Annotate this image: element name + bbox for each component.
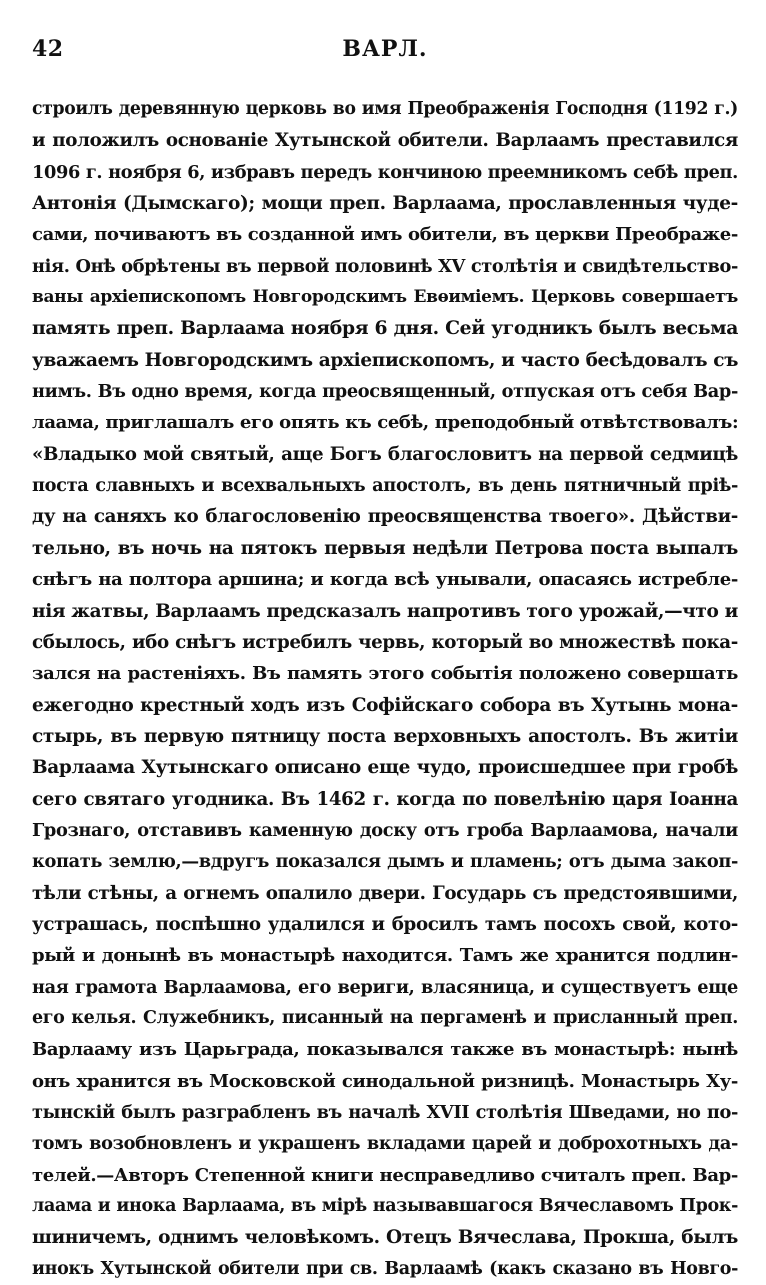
text-line: тынскій былъ разграбленъ въ началѣ XVII столѣтія Шведами, но по- [32, 1102, 738, 1123]
text-line: тѣли стѣны, а огнемъ опалило двери. Государь съ предстоявшими, [32, 882, 738, 904]
text-line: сбылось, ибо снѣгъ истребилъ червь, который во множествѣ пока- [32, 631, 738, 653]
text-line: поста славныхъ и всехвальныхъ апостолъ, въ день пятничный пріѣ- [32, 475, 738, 497]
text-line: копать землю,—вдругъ показался дымъ и пламень; отъ дыма закоп- [32, 851, 738, 873]
text-line: зался на растеніяхъ. Въ память этого событія положено совершать [32, 663, 738, 685]
text-line: телей.—Авторъ Степенной книги несправедливо считалъ преп. Вар- [32, 1164, 738, 1186]
text-line: шиничемъ, однимъ человѣкомъ. Отецъ Вячеслава, Прокша, былъ [32, 1227, 738, 1249]
text-line: онъ хранится въ Московской синодальной ризницѣ. Монастырь Ху- [32, 1070, 738, 1092]
body-text [32, 94, 738, 1285]
text-line: 1096 г. ноября 6, избравъ передъ кончиною преемникомъ себѣ преп. [32, 161, 738, 183]
text-line: нія жатвы, Варлаамъ предсказалъ напротивъ того урожай,—что и [32, 600, 738, 622]
page-header [32, 36, 738, 76]
text-line: ду на саняхъ ко благословенію преосвященства твоего». Дѣйстви- [32, 506, 738, 528]
text-line: нія. Онѣ обрѣтены въ первой половинѣ XV столѣтія и свидѣтельство- [32, 255, 738, 277]
page-number: 42 [32, 36, 64, 62]
text-line: инокъ Хутынской обители при св. Варлаамѣ (какъ сказано въ Новго- [32, 1258, 738, 1279]
text-line: рый и донынѣ въ монастырѣ находится. Тамъ же хранится подлин- [32, 945, 738, 967]
text-line: ваны архіепископомъ Новгородскимъ Евѳиміемъ. Церковь совершаетъ [32, 287, 738, 308]
text-line: Грознаго, отставивъ каменную доску отъ гроба Варлаамова, начали [32, 819, 738, 841]
text-line: строилъ деревянную церковь во имя Преображенія Господня (1192 г.) [32, 99, 738, 119]
text-line: ежегодно крестный ходъ изъ Софійскаго собора въ Хутынь мона- [32, 694, 738, 716]
text-line: память преп. Варлаама ноября 6 дня. Сей угодникъ былъ весьма [32, 317, 738, 340]
text-line: «Владыко мой святый, аще Богъ благословитъ на первой седмицѣ [32, 443, 738, 465]
running-head: ВАРЛ. [342, 36, 428, 62]
text-line: его келья. Служебникъ, писанный на пергаменѣ и присланный преп. [32, 1007, 738, 1028]
text-line: лаама и инока Варлаама, въ мірѣ называвшагося Вячеславомъ Прок- [32, 1196, 738, 1217]
text-line: Варлааму изъ Царьграда, показывался также въ монастырѣ: нынѣ [32, 1039, 738, 1061]
text-line: тельно, въ ночь на пятокъ первыя недѣли Петрова поста выпалъ [32, 537, 738, 559]
text-line: томъ возобновленъ и украшенъ вкладами царей и доброхотныхъ да- [32, 1133, 738, 1155]
text-line: снѣгъ на полтора аршина; и когда всѣ унывали, опасаясь истребле- [32, 569, 738, 591]
text-line: ная грамота Варлаамова, его вериги, власяница, и существуетъ еще [32, 976, 738, 998]
text-line: сами, почиваютъ въ созданной имъ обители, въ церкви Преображе- [32, 224, 738, 246]
text-line: стырь, въ первую пятницу поста верховныхъ апостолъ. Въ житіи [32, 725, 738, 747]
text-line: уважаемъ Новгородскимъ архіепископомъ, и часто бесѣдовалъ съ [32, 349, 739, 371]
text-line: Антонія (Дымскаго); мощи преп. Варлаама, прославленныя чуде- [32, 193, 738, 215]
text-line: сего святаго угодника. Въ 1462 г. когда по повелѣнію царя Іоанна [32, 788, 738, 810]
text-line: устрашась, поспѣшно удалился и бросилъ тамъ посохъ свой, кото- [32, 913, 738, 935]
text-line: лаама, приглашалъ его опять къ себѣ, преподобный отвѣтствовалъ: [32, 412, 739, 434]
text-line: нимъ. Въ одно время, когда преосвященный, отпуская отъ себя Вар- [32, 381, 738, 403]
text-line: Варлаама Хутынскаго описано еще чудо, происшедшее при гробѣ [32, 757, 738, 779]
text-line: и положилъ основаніе Хутынской обители. Варлаамъ преставился [32, 130, 738, 152]
